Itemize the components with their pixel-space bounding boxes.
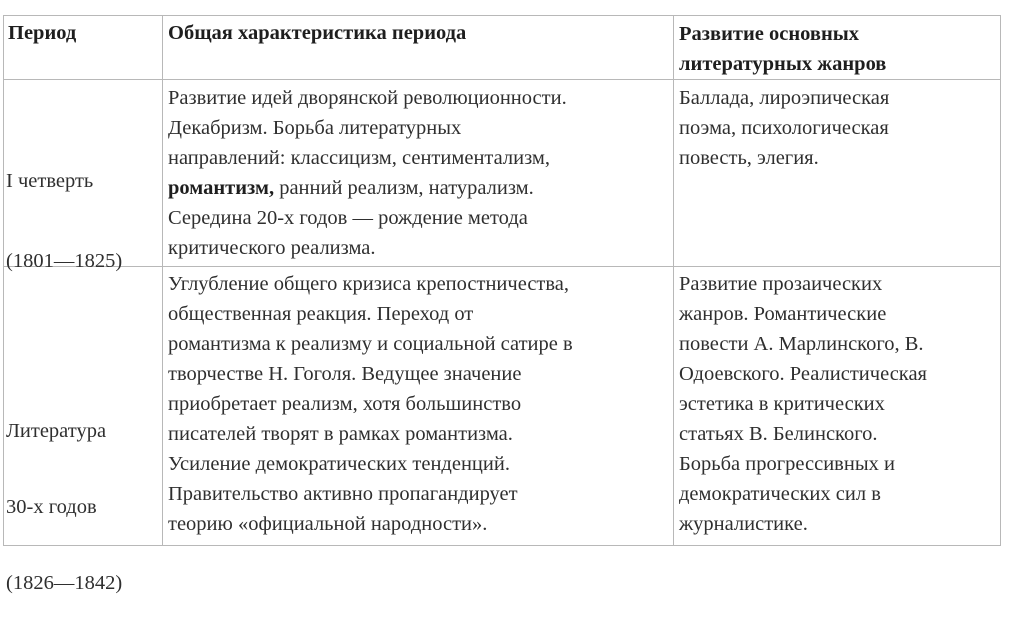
row2-period-line3: (1826—1842)	[6, 572, 123, 594]
row1-genres: Баллада, лироэпическая поэма, психологическая повесть, элегия.	[679, 87, 890, 169]
row1-period-line2: (1801—1825)	[6, 250, 123, 272]
row2-period	[6, 374, 160, 640]
row1-characteristic	[168, 83, 673, 263]
table-border-right	[1000, 15, 1001, 546]
header-period: Период	[8, 22, 77, 44]
table-border-header	[3, 79, 1001, 80]
table-border-left	[3, 15, 4, 546]
row1-char-text-a: Развитие идей дворянской революционности. Декабризм. Борьба литературных направлений: классицизм, сентиментализм,	[168, 87, 567, 169]
row2-characteristic: Углубление общего кризиса крепостничества, общественная реакция. Переход от романтизма к реализму и социальной сатире в творчестве Н. Гоголя. Ведущее значение приобретает реализм, хотя большинство писателей творят в рамках романтизма. Усиление демократических тенденций. Правительство активно пропагандирует теорию «официальной народности».	[168, 273, 573, 535]
table-border-top	[3, 15, 1001, 16]
table-border-col2	[673, 15, 674, 546]
row2-period-line1: Литература	[6, 420, 107, 442]
header-characteristic: Общая характеристика периода	[168, 22, 467, 44]
row2-genres: Развитие прозаических жанров. Романтические повести А. Марлинского, В. Одоевского. Реалистическая эстетика в критических статьях В. Белинского. Борьба прогрессивных и демократических сил в журналистике.	[679, 273, 927, 535]
table-border-col1	[162, 15, 163, 546]
row1-char-bold: романтизм,	[168, 177, 275, 199]
row1-period-line1: I четверть	[6, 170, 94, 192]
row1-char-text-b: ранний реализм, натурализм. Середина 20-х годов — рождение метода критического реализма.	[168, 177, 534, 259]
row2-period-line2: 30-х годов	[6, 496, 97, 518]
header-genres: Развитие основных литературных жанров	[679, 23, 887, 75]
row1-period	[6, 121, 160, 321]
